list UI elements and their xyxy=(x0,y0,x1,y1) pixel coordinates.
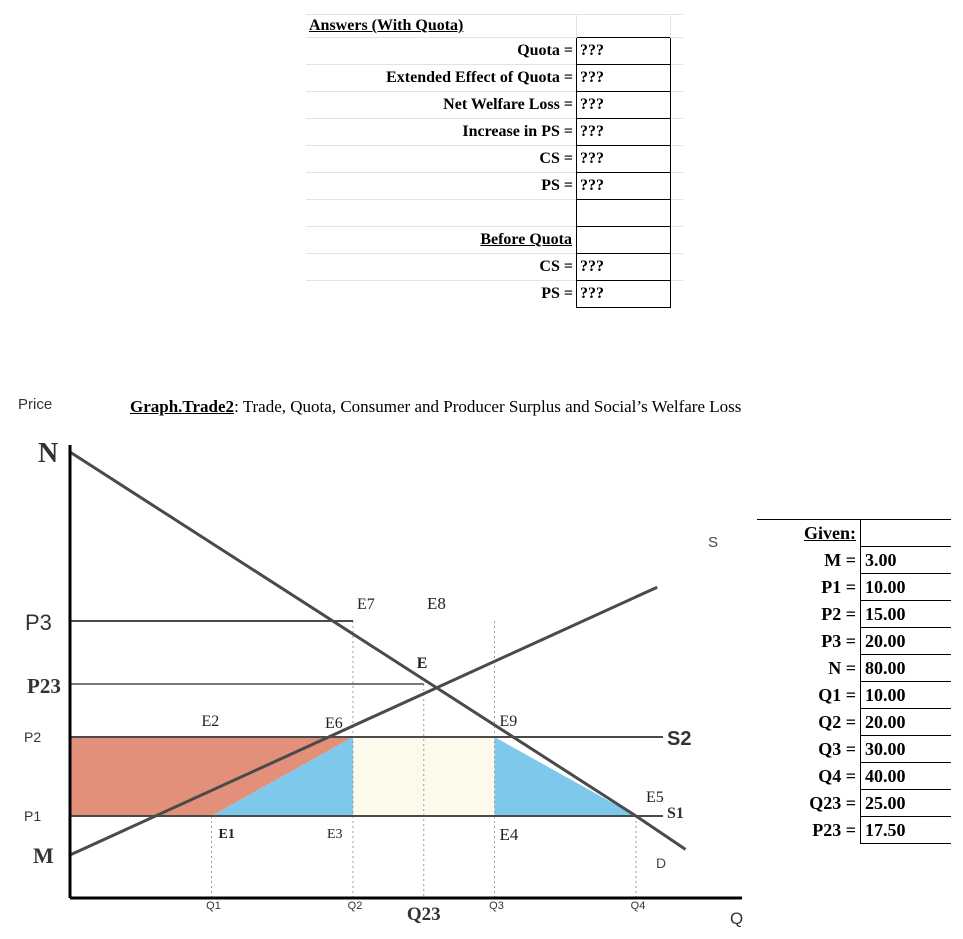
x-tick-q2: Q2 xyxy=(347,900,363,912)
deadweight-loss-right-region xyxy=(495,737,637,816)
x-axis-title: Q xyxy=(730,909,744,928)
x-tick-q3: Q3 xyxy=(489,900,504,912)
point-e6: E6 xyxy=(325,715,343,732)
answer-label: PS = xyxy=(306,173,577,200)
point-e9: E9 xyxy=(499,713,518,730)
given-value[interactable]: 3.00 xyxy=(861,547,952,574)
point-e7: E7 xyxy=(357,596,375,613)
y-tick-p23: P23 xyxy=(27,674,61,698)
answer-label: CS = xyxy=(306,146,577,173)
y-tick-m: M xyxy=(33,843,54,868)
y-tick-n: N xyxy=(38,438,59,469)
answer-label: Quota = xyxy=(306,38,577,65)
given-label: Q23 = xyxy=(809,792,856,813)
answers-header: Answers (With Quota) xyxy=(306,15,577,38)
given-value[interactable]: 25.00 xyxy=(861,790,952,817)
given-value[interactable]: 15.00 xyxy=(861,601,952,628)
given-label: M = xyxy=(824,549,856,570)
given-label: Q3 = xyxy=(818,738,856,759)
given-value[interactable]: 10.00 xyxy=(861,574,952,601)
y-tick-p1: P1 xyxy=(24,808,42,824)
given-value[interactable]: 30.00 xyxy=(861,736,952,763)
point-e5: E5 xyxy=(646,789,664,806)
answer-value[interactable]: ??? xyxy=(577,38,671,65)
s2-label: S2 xyxy=(667,728,692,750)
x-tick-q1: Q1 xyxy=(206,900,221,912)
answer-value[interactable]: ??? xyxy=(577,65,671,92)
x-tick-q23: Q23 xyxy=(406,904,441,925)
point-e1: E1 xyxy=(218,827,235,842)
answer-value[interactable]: ??? xyxy=(577,254,671,281)
point-e: E xyxy=(416,655,428,672)
given-value[interactable]: 40.00 xyxy=(861,763,952,790)
answer-label: CS = xyxy=(306,254,577,281)
supply-label: S xyxy=(708,534,719,551)
point-e2: E2 xyxy=(201,713,220,730)
given-table xyxy=(757,519,951,844)
demand-label: D xyxy=(656,855,667,871)
answer-value[interactable]: ??? xyxy=(577,281,671,308)
given-label: Q4 = xyxy=(818,765,856,786)
answer-value[interactable]: ??? xyxy=(577,119,671,146)
point-e8: E8 xyxy=(427,594,446,613)
answer-value[interactable]: ??? xyxy=(577,173,671,200)
given-label: N = xyxy=(828,657,856,678)
answer-value[interactable]: ??? xyxy=(577,92,671,119)
s1-label: S1 xyxy=(667,805,684,822)
given-header: Given: xyxy=(757,520,861,547)
given-value[interactable]: 20.00 xyxy=(861,709,952,736)
given-value[interactable]: 10.00 xyxy=(861,682,952,709)
given-value[interactable]: 17.50 xyxy=(861,817,952,844)
given-label: P2 = xyxy=(821,603,856,624)
answer-label: PS = xyxy=(306,281,577,308)
answer-value[interactable]: ??? xyxy=(577,146,671,173)
given-label: P3 = xyxy=(821,630,856,651)
point-e3: E3 xyxy=(327,827,343,842)
x-tick-q4: Q4 xyxy=(630,900,646,912)
given-value[interactable]: 20.00 xyxy=(861,628,952,655)
given-label: P1 = xyxy=(821,576,856,597)
y-tick-p2: P2 xyxy=(24,729,42,745)
before-quota-header: Before Quota xyxy=(306,227,577,254)
answer-label: Net Welfare Loss = xyxy=(306,92,577,119)
given-label: Q1 = xyxy=(818,684,856,705)
graph-title-bold: Graph.Trade2 xyxy=(130,397,235,416)
y-tick-p3: P3 xyxy=(25,610,52,635)
given-label: Q2 = xyxy=(818,711,856,732)
answer-label: Increase in PS = xyxy=(306,119,577,146)
given-value[interactable]: 80.00 xyxy=(861,655,952,682)
point-e4: E4 xyxy=(499,825,519,844)
answer-label: Extended Effect of Quota = xyxy=(306,65,577,92)
graph-title-rest: : Trade, Quota, Consumer and Producer Surplus and Social’s Welfare Loss xyxy=(234,397,742,416)
given-label: P23 = xyxy=(812,819,856,840)
y-axis-title: Price xyxy=(18,396,53,413)
